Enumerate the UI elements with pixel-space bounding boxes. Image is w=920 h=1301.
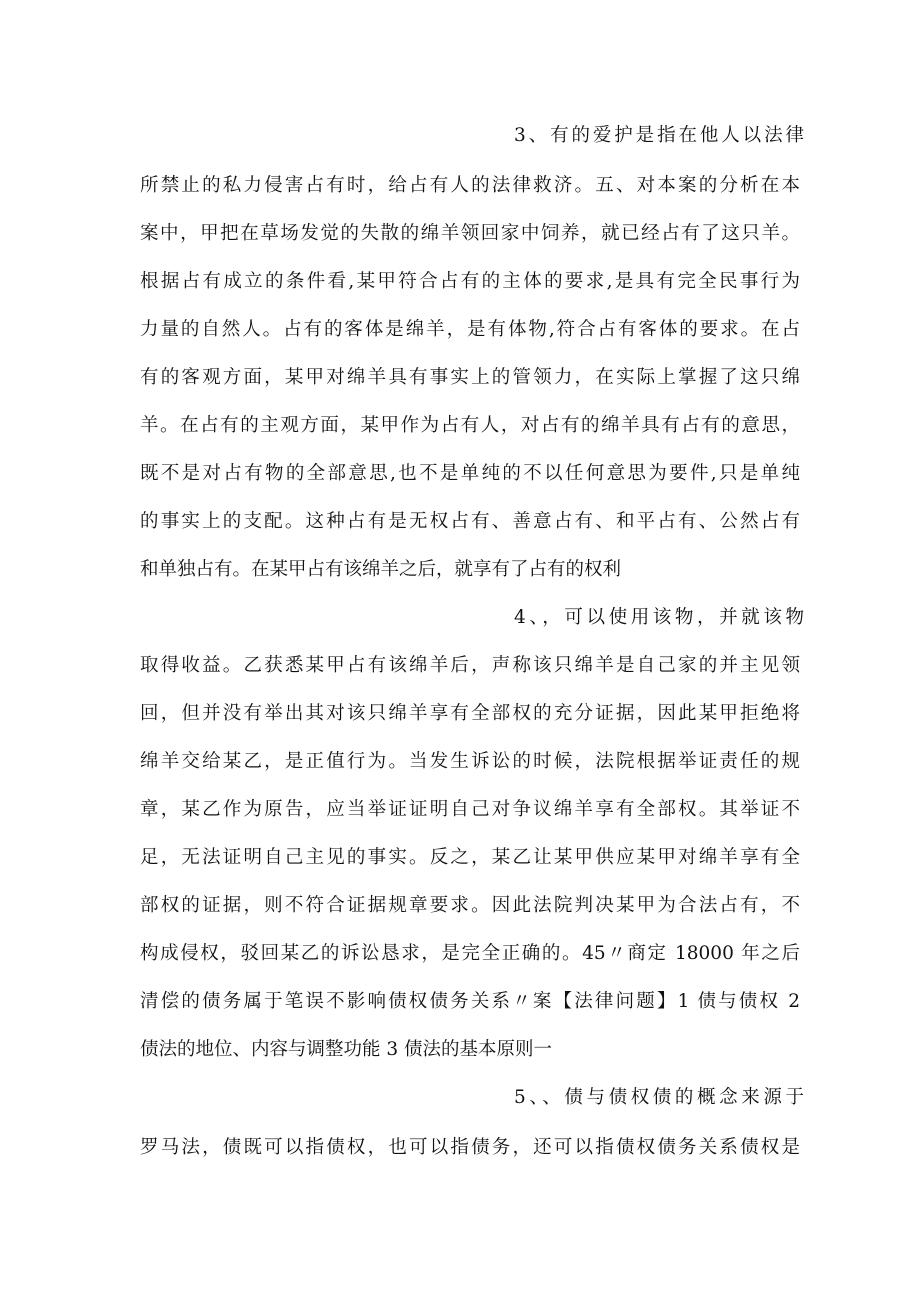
paragraph-2-line-8: 构成侵权，驳回某乙的诉讼恳求，是完全正确的。45〃商定 18000 年之后 [140,943,800,964]
paragraph-1-line-9: 的事实上的支配。这种占有是无权占有、善意占有、和平占有、公然占有 [140,511,800,532]
paragraph-1-line-7: 羊。在占有的主观方面，某甲作为占有人，对占有的绵羊具有占有的意思， [140,415,800,436]
paragraph-1-line-3: 案中，甲把在草场发觉的失散的绵羊领回家中饲养，就已经占有了这只羊。 [140,223,800,244]
paragraph-2-line-5: 章，某乙作为原告，应当举证证明自己对争议绵羊享有全部权。其举证不 [140,799,800,820]
paragraph-2-line-3: 回，但并没有举出其对该只绵羊享有全部权的充分证据，因此某甲拒绝将 [140,703,800,724]
paragraph-2-line-2: 取得收益。乙获悉某甲占有该绵羊后，声称该只绵羊是自己家的并主见领 [140,655,800,676]
paragraph-1-line-10: 和单独占有。在某甲占有该绵羊之后，就享有了占有的权利 [140,559,622,580]
paragraph-1-line-6: 有的客观方面，某甲对绵羊具有事实上的管领力，在实际上掌握了这只绵 [140,367,800,388]
paragraph-1-line-4: 根据占有成立的条件看,某甲符合占有的主体的要求,是具有完全民事行为 [140,271,800,292]
paragraph-2-line-6: 足，无法证明自己主见的事实。反之，某乙让某甲供应某甲对绵羊享有全 [140,847,800,868]
paragraph-2-line-1: 4、，可以使用该物，并就该物 [514,607,804,628]
paragraph-2-line-9: 清偿的债务属于笔误不影响债权债务关系〃案【法律问题】1 债与债权 2 [140,991,800,1012]
paragraph-1-line-5: 力量的自然人。占有的客体是绵羊，是有体物,符合占有客体的要求。在占 [140,319,800,340]
paragraph-2-line-10: 债法的地位、内容与调整功能 3 债法的基本原则一 [140,1039,553,1060]
paragraph-3-line-2: 罗马法，债既可以指债权，也可以指债务，还可以指债权债务关系债权是 [140,1137,800,1158]
paragraph-3-line-1: 5、、债与债权债的概念来源于 [514,1087,804,1108]
paragraph-2-line-4: 绵羊交给某乙，是正值行为。当发生诉讼的时候，法院根据举证责任的规 [140,751,800,772]
paragraph-1-line-1: 3、有的爱护是指在他人以法律 [514,125,804,146]
paragraph-1-line-2: 所禁止的私力侵害占有时，给占有人的法律救济。五、对本案的分析在本 [140,175,800,196]
paragraph-1-line-8: 既不是对占有物的全部意思,也不是单纯的不以任何意思为要件,只是单纯 [140,463,800,484]
paragraph-2-line-7: 部权的证据，则不符合证据规章要求。因此法院判决某甲为合法占有，不 [140,895,800,916]
